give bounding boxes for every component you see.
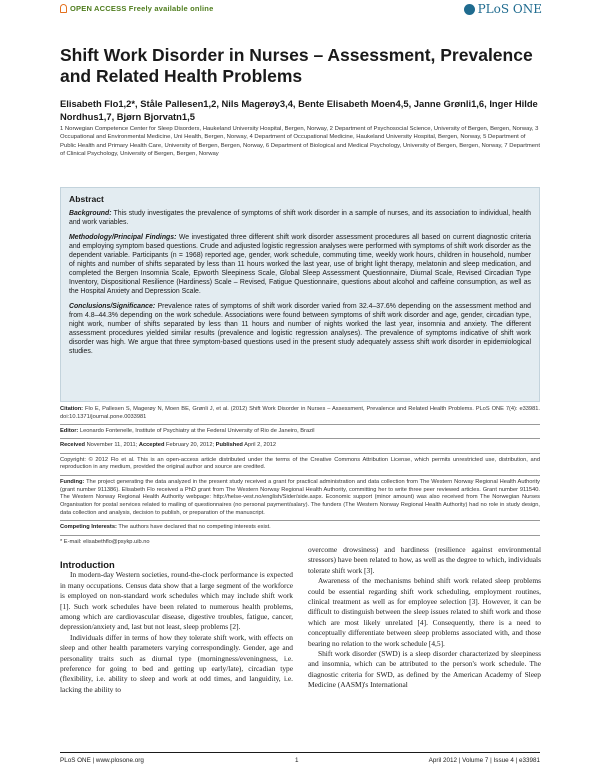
- editor-lead: Editor:: [60, 428, 79, 435]
- plos-logo-icon: [464, 4, 475, 15]
- competing-text: The authors have declared that no competing interests exist.: [116, 524, 271, 531]
- introduction-heading: Introduction: [60, 559, 115, 570]
- divider: [60, 438, 540, 439]
- competing-lead: Competing Interests:: [60, 524, 117, 531]
- abstract-methods: [69, 233, 531, 296]
- abstract-heading: Abstract: [69, 194, 104, 204]
- journal-logo-text: PLoS ONE: [477, 2, 542, 16]
- funding: [60, 479, 540, 518]
- page-header: [0, 0, 600, 22]
- editor: [60, 428, 540, 436]
- divider: [60, 535, 540, 536]
- body-paragraph: overcome drowsiness) and hardiness (resilience against environmental stressors) have been related to how, as well as the degree to which, individuals tolerate shift work [3].: [308, 545, 541, 575]
- open-access-label: OPEN ACCESS Freely available online: [70, 4, 214, 13]
- abstract-conclusions: [69, 302, 531, 356]
- background-text: This study investigates the prevalence of symptoms of shift work disorder in a sample of nurses, and its association to individual, health and work variables.: [69, 210, 531, 226]
- journal-logo[interactable]: [464, 2, 542, 16]
- divider: [60, 520, 540, 521]
- conclusions-lead: Conclusions/Significance:: [69, 303, 156, 310]
- email-contact[interactable]: * E-mail: elisabethflo@psykp.uib.no: [60, 538, 150, 545]
- footer-journal-site[interactable]: PLoS ONE | www.plosone.org: [60, 757, 144, 764]
- affiliations: 1 Norwegian Competence Center for Sleep Disorders, Haukeland University Hospital, Bergen, Norway, 2 Department of Psychosocial Science, University of Bergen, Bergen, Norway, 3 Occupational and Environmental Medicine, Uni Health, Bergen, Norway, 4 Department of Occupational Medicine, Haukeland University Hospital, Bergen, Norway, 5 Department of Public Health and Primary Health Care, University of Bergen, Bergen, Norway, 6 Department of Biological and Medical Psychology, University of Bergen, Bergen, Norway, 7 Department of Clinical Psychology, University of Bergen, Bergen, Norway: [60, 126, 540, 158]
- article-title: Shift Work Disorder in Nurses – Assessment, Prevalence and Related Health Problems: [60, 45, 533, 86]
- body-paragraph: Awareness of the mechanisms behind shift work related sleep problems could be essential regarding shift work scheduling, employment routines, clinical treatment as well as for employee selection [3]. However, it can be difficult to distinguish between the sleep issues related to shift work and those which are most likely unrelated [4]. Consequently, there is a need to conceptually differentiate between sleep problems associated with, and those bearing no relation to the work schedule [4,5].: [308, 576, 541, 648]
- abstract-background: [69, 209, 531, 227]
- methods-text: We investigated three different shift work disorder assessment procedures all based on current diagnostic criteria and employing symptom based questions. Crude and adjusted logistic regression analyses were performed with symptoms of shift work disorder as the dependent variable. Participants (n = 1968) reported age, gender, work schedule, commuting time, weekly work hours, children in household, number of nights and number of shifts separated by less than 11 hours worked the last year, use of bright light therapy, melatonin and sleep medication, and completed the Bergen Insomnia Scale, Epworth Sleepiness Scale, Global Sleep Assessment Questionnaire, Diurnal Scale, Revised Circadian Type Inventory, Dispositional Resilience (Hardiness) Scale – Revised, Fatigue Questionnaire, questions about alcohol and caffeine consumption, as well as the Hospital Anxiety and Depression Scale.: [69, 234, 532, 295]
- published-date: April 2, 2012: [242, 442, 277, 449]
- conclusions-text: Prevalence rates of symptoms of shift work disorder varied from 32.4–37.6% depending on the assessment method and from 4.8–44.3% depending on the work schedule. Associations were found between symptoms of shift work disorder and age, gender, circadian type, night work, number of shifts separated by less than 11 hours and number of nights worked the last year, insomnia and anxiety. The different assessment procedures yielded similar results (prevalence and logistic regression analyses). The prevalence of symptoms indicative of shift work disorder was high. We argue that three symptom-based questions used in the present study adequately assess shift work disorder in epidemiological studies.: [69, 303, 531, 355]
- competing-interests: [60, 524, 540, 532]
- dates: [60, 442, 540, 450]
- funding-lead: Funding:: [60, 478, 85, 485]
- body-paragraph: Individuals differ in terms of how they tolerate shift work, with effects on sleep and other health parameters varying correspondingly. Gender, age and personality traits such as diurnal type (morningness/eveningness, i.e. preference for going to bed and getting up early/late), circadian type (flexibility, i.e. ability to sleep and work at odd times, and languidity, i.e. lacking the ability to: [60, 632, 293, 694]
- funding-text: The project generating the data analyzed in the present study received a grant for practical administration and data collection from The Western Norway Regional Health Authority (grant number 911386). Elisabeth Flo received a PhD grant from The Western Norway Regional Health Authority, committing her to write three peer reviewed articles. Grant number 911540. The Western Norway Regional Health Authority webpage: http://helse-vest.no/english/Sider/side.aspx. Economic support (minor amount) was also received from The Norwegian Nurses Organisation for postal services related to mailing of questionnaires (no personal payment/salary). The funders (The Western Norway Regional Health Authority) had no role in study design, data collection and analysis, decision to publish, or preparation of the manuscript.: [60, 478, 540, 516]
- citation-lead: Citation:: [60, 406, 84, 412]
- page-number: 1: [295, 757, 299, 764]
- accepted-date: February 20, 2012;: [164, 442, 216, 449]
- editor-text: Leonardo Fontenelle, Institute of Psychiatry at the Federal University of Rio de Janeiro, Brazil: [78, 428, 315, 435]
- body-paragraph: In modern-day Western societies, round-the-clock performance is expected in many occupations. Census data show that a large segment of the workforce is employed on non-standard work schedules which may include shift work [1]. Such work schedules have been related to numerous health problems, among which are cardiovascular disease, digestive troubles, fatigue, cancer, depression/anxiety and, last but not least, sleep problems [2].: [60, 570, 293, 632]
- footer-issue-info: April 2012 | Volume 7 | Issue 4 | e33981: [428, 757, 540, 764]
- open-lock-icon: [60, 4, 67, 13]
- published-lead: Published: [215, 442, 243, 449]
- accepted-lead: Accepted: [138, 442, 165, 449]
- article-metadata: [60, 406, 540, 549]
- citation-text: Flo E, Pallesen S, Magerøy N, Moen BE, Grønli J, et al. (2012) Shift Work Disorder in Nurses – Assessment, Prevalence and Related Health Problems. PLoS ONE 7(4): e33981. doi:10.1371/journal.pone.0033981: [60, 406, 540, 420]
- methods-lead: Methodology/Principal Findings:: [69, 234, 177, 241]
- received-lead: Received: [60, 442, 85, 449]
- body-column-left: [60, 560, 293, 695]
- divider: [60, 475, 540, 476]
- page-footer: [60, 752, 540, 767]
- received-date: November 11, 2011;: [84, 442, 139, 449]
- citation: [60, 406, 540, 422]
- divider: [60, 453, 540, 454]
- body-paragraph: Shift work disorder (SWD) is a sleep disorder characterized by sleepiness and insomnia, which can be attributed to the person's work schedule. The diagnostic criteria for SWD, as defined by the American Academy of Sleep Medicine (AASM)'s International: [308, 649, 541, 690]
- divider: [60, 424, 540, 425]
- abstract-box: [60, 187, 540, 402]
- author-list: Elisabeth Flo1,2*, Ståle Pallesen1,2, Nils Magerøy3,4, Bente Elisabeth Moen4,5, Janne Grønli1,6, Inger Hilde Nordhus1,7, Bjørn Bjorvatn1,5: [60, 98, 538, 122]
- body-column-right: [308, 545, 541, 691]
- open-access-badge[interactable]: [60, 4, 213, 13]
- background-lead: Background:: [69, 210, 112, 217]
- copyright: Copyright: © 2012 Flo et al. This is an open-access article distributed under the terms of the Creative Commons Attribution License, which permits unrestricted use, distribution, and reproduction in any medium, provided the original author and source are credited.: [60, 456, 540, 471]
